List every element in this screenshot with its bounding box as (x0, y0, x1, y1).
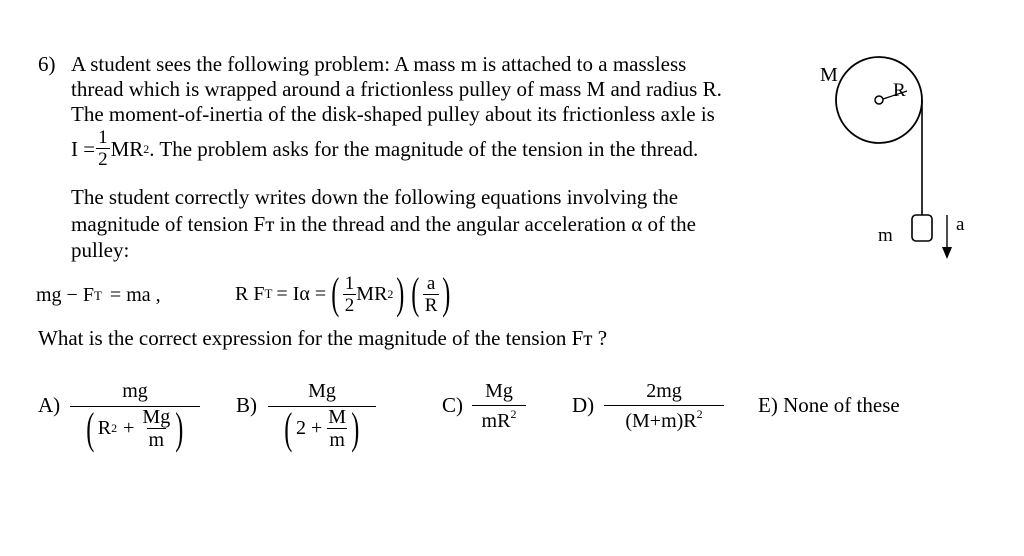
problem-line-7: pulley: (71, 238, 130, 262)
equation-2-exponent: 2 (387, 286, 394, 301)
equation-2-sub: T (264, 286, 273, 301)
choice-a-numerator: mg (122, 380, 148, 402)
choice-b-denominator (268, 403, 376, 453)
half-numerator: 1 (98, 127, 108, 148)
choice-d-den-exp: 2 (696, 407, 703, 421)
equation-2-fraction-1-den: 2 (344, 294, 355, 316)
choice-d-numerator: 2mg (646, 380, 682, 402)
hanging-mass-box (912, 215, 932, 241)
inertia-exponent: 2 (143, 141, 150, 156)
problem-line-2: thread which is wrapped around a frictionless pulley of mass M and radius R. (71, 77, 722, 101)
inertia-formula-line (71, 128, 698, 169)
equation-2-fraction-1 (343, 274, 357, 315)
choice-c-expression (472, 380, 526, 433)
choice-a-label: A) (38, 393, 61, 417)
choice-e: E) None of these (758, 393, 900, 417)
equation-2-close-paren-1: ) (396, 269, 405, 318)
choice-b-open-paren: ( (284, 403, 293, 453)
choice-b-close-paren: ) (351, 403, 360, 453)
choice-c-label: C) (442, 393, 463, 417)
pulley-diagram (800, 55, 990, 270)
problem-line-3: The moment-of-inertia of the disk-shaped pulley about its frictionless axle is (71, 102, 715, 126)
choice-b-inner-fraction (326, 407, 348, 450)
equation-2-fraction-2-den: R (424, 294, 438, 316)
choice-d-label: D) (572, 393, 595, 417)
choice-c-den-text: mR (481, 410, 511, 432)
choice-b-inner-den: m (329, 429, 345, 451)
choice-a-den-plus: + (123, 417, 135, 439)
choice-a-inner-fraction (140, 407, 172, 450)
choice-a-den-exp: 2 (111, 421, 118, 435)
acceleration-arrow-head (942, 247, 952, 259)
equation-2-lhs: R F (235, 282, 265, 305)
choice-b-inner-num: M (328, 406, 347, 428)
equation-2-open-paren-1: ( (331, 269, 340, 318)
half-fraction (96, 128, 110, 169)
problem-number: 6) (38, 52, 56, 76)
choice-a-open-paren: ( (86, 403, 95, 453)
label-hanging-mass: m (878, 225, 893, 246)
choice-d-expression (604, 380, 724, 433)
label-acceleration: a (956, 214, 965, 235)
choice-a-denominator (70, 403, 200, 453)
inertia-rhs: MR (110, 136, 144, 161)
choice-c-denominator (472, 405, 526, 433)
equation-2-fraction-2 (423, 274, 440, 315)
equation-1 (36, 284, 161, 307)
label-radius: R (893, 80, 906, 101)
problem-line-5: The student correctly writes down the following equations involving the (71, 185, 679, 209)
pulley-axle (875, 96, 883, 104)
choice-b-expression (268, 380, 376, 453)
problem-line-1: A student sees the following problem: A mass m is attached to a massless (71, 52, 687, 76)
label-pulley-mass: M (820, 64, 838, 86)
equation-1-rhs: = ma , (109, 284, 161, 306)
choice-a-inner-den: m (148, 429, 165, 451)
equation-2-open-paren-2: ( (411, 269, 420, 318)
choice-a-den-pre: R (97, 417, 112, 439)
question-text: What is the correct expression for the magnitude of the tension Fᴛ ? (38, 326, 608, 350)
equation-2-mid: = Iα = (276, 282, 327, 305)
problem-line-6: magnitude of tension Fᴛ in the thread and the angular acceleration α of the (71, 212, 696, 236)
equation-2-fraction-1-num: 1 (344, 272, 355, 294)
half-denominator: 2 (98, 149, 108, 170)
choice-a-inner-num: Mg (142, 406, 171, 428)
choice-a-close-paren: ) (175, 403, 184, 453)
choice-b-den-pre: 2 + (295, 417, 323, 439)
choice-c-den-exp: 2 (510, 407, 517, 421)
equation-2-mr: MR (356, 282, 388, 305)
choice-b-numerator: Mg (308, 380, 336, 402)
equation-2 (235, 266, 454, 322)
inertia-lhs: I = (71, 136, 96, 161)
equation-1-sub: T (93, 287, 102, 303)
choice-d-den-text: (M+m)R (625, 410, 697, 432)
equation-2-fraction-2-num: a (426, 272, 436, 294)
choice-d-denominator (604, 405, 724, 433)
choice-b-label: B) (236, 393, 257, 417)
choice-a-expression (70, 380, 200, 453)
equation-2-close-paren-2: ) (442, 269, 451, 318)
equation-1-lhs: mg − F (36, 284, 94, 306)
problem-line-4-rest: . The problem asks for the magnitude of the tension in the thread. (149, 136, 699, 161)
choice-c-numerator: Mg (485, 380, 513, 402)
